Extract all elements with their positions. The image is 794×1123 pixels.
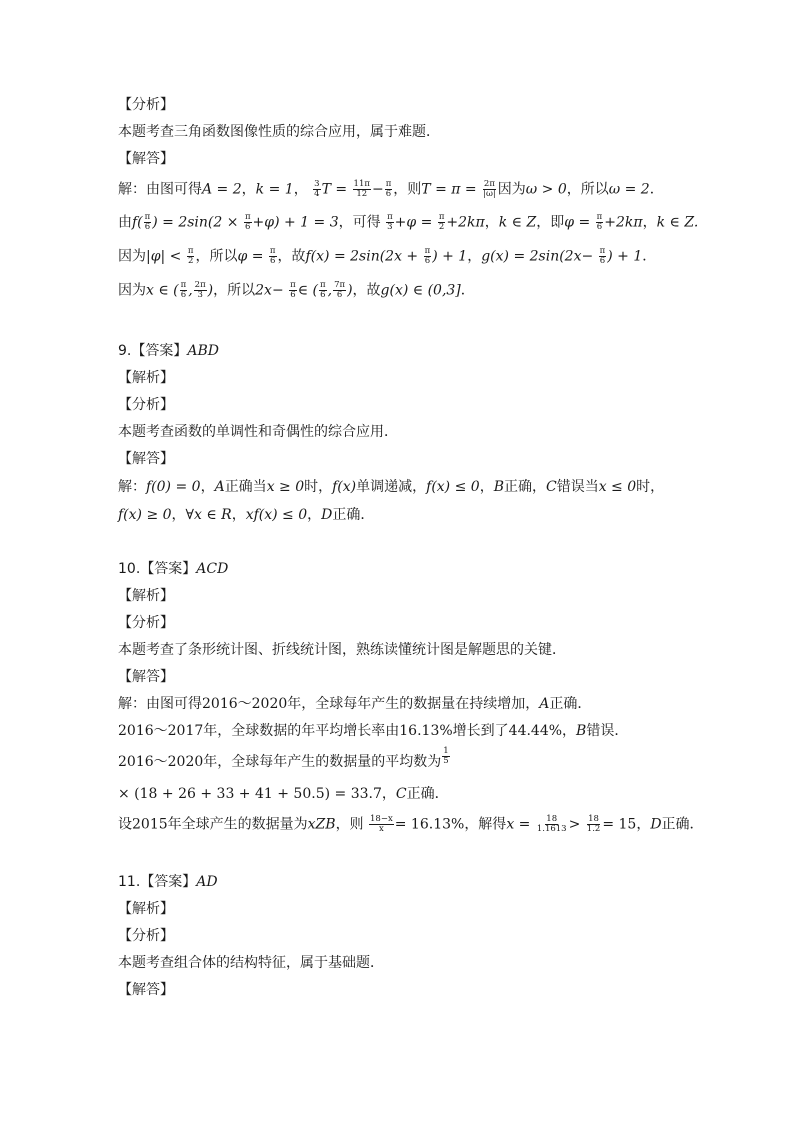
fraction: $\frac{\pi}{6}$ bbox=[385, 179, 392, 199]
analysis-text: 本题考查函数的单调性和奇偶性的综合应用． bbox=[118, 424, 398, 440]
solution-heading: 【解答】 bbox=[118, 451, 174, 467]
fraction: $\frac{2\pi}{3}$ bbox=[194, 280, 206, 300]
fraction: $\frac{\pi}{6}$ bbox=[269, 246, 276, 266]
fraction: $\frac{\pi}{3}$ bbox=[387, 212, 393, 232]
solution-line: f(x) ≥ 0，∀x ∈ R，xf(x) ≤ 0，D正确． bbox=[118, 507, 375, 523]
fraction: $\frac{\pi}{6}$ bbox=[290, 280, 296, 300]
analysis-text: 本题考查三角函数图像性质的综合应用，属于难题． bbox=[118, 124, 440, 140]
fraction: $\frac{7\pi}{6}$ bbox=[334, 280, 346, 300]
analysis-text: 本题考查组合体的结构特征，属于基础题． bbox=[118, 955, 384, 971]
fraction: $\frac{1}{5}$ bbox=[443, 746, 449, 766]
fraction: $\frac{18}{1.2}$ bbox=[586, 814, 601, 834]
analysis-text: 本题考查了条形统计图、折线统计图，熟练读懂统计图是解题思的关键． bbox=[118, 642, 566, 658]
fraction: $\frac{18}{1.1613}$ bbox=[536, 814, 567, 834]
explain-heading: 【解析】 bbox=[118, 588, 174, 604]
solution-line: 解：由图可得2016～2020年，全球每年产生的数据量在持续增加，A正确． bbox=[118, 696, 592, 712]
solution-heading: 【解答】 bbox=[118, 982, 174, 998]
solution-line: 2016～2017年，全球数据的年平均增长率由16.13%增长到了44.44%，B错误． bbox=[118, 723, 629, 739]
fraction: $\frac{\pi}{6}$ bbox=[424, 246, 431, 266]
solution-line: 由f( $\frac{\pi}{6}$ ) = 2sin(2 × $\frac{\pi}{6}$ +φ) + 1 = 3，可得 $\frac{\pi}{3}$ +φ = $\frac{\pi}{2}$ +2kπ，k ∈ Z，即φ = $\frac{\pi}{6}$ +2kπ，k ∈ Z. bbox=[118, 212, 699, 232]
analysis-heading: 【分析】 bbox=[118, 97, 174, 113]
solution-line: 因为x ∈ ( $\frac{\pi}{6}$ , $\frac{2\pi}{3}$ )，所以2x− $\frac{\pi}{6}$ ∈ ( $\frac{\pi}{6}$ , $\frac{7\pi}{6}$ )，故g(x) ∈ (0,3]． bbox=[118, 280, 475, 300]
fraction: $\frac{\pi}{2}$ bbox=[438, 212, 445, 232]
solution-line: 解：f(0) = 0，A正确当x ≥ 0时，f(x)单调递减，f(x) ≤ 0，B正确，C错误当x ≤ 0时， bbox=[118, 479, 665, 495]
fraction: $\frac{18-x}{x}$ bbox=[370, 814, 393, 834]
question-answer-line: 9.【答案】ABD bbox=[118, 343, 219, 359]
fraction: $\frac{\pi}{6}$ bbox=[599, 246, 606, 266]
solution-line: × (18 + 26 + 33 + 41 + 50.5) = 33.7，C正确． bbox=[118, 786, 449, 802]
fraction: $\frac{\pi}{6}$ bbox=[244, 212, 251, 232]
fraction: $\frac{11\pi}{12}$ bbox=[353, 179, 370, 199]
solution-heading: 【解答】 bbox=[118, 669, 174, 685]
fraction: $\frac{\pi}{6}$ bbox=[144, 212, 151, 232]
fraction: $\frac{\pi}{2}$ bbox=[187, 246, 194, 266]
solution-line: 解：由图可得A = 2，k = 1， $\frac{3}{4}$ T = $\frac{11\pi}{12}$ − $\frac{\pi}{6}$ ，则T = π = $\frac{2\pi}{|\omega|}$ 因为ω > 0，所以ω = 2． bbox=[118, 179, 664, 199]
explain-heading: 【解析】 bbox=[118, 370, 174, 386]
fraction: $\frac{\pi}{6}$ bbox=[320, 280, 326, 300]
solution-heading: 【解答】 bbox=[118, 151, 174, 167]
analysis-heading: 【分析】 bbox=[118, 397, 174, 413]
solution-line: 2016～2020年，全球每年产生的数据量的平均数为 $\frac{1}{5}$ bbox=[118, 746, 449, 770]
solution-line: 因为|φ| < $\frac{\pi}{2}$ ，所以φ = $\frac{\pi}{6}$ ，故f(x) = 2sin(2x + $\frac{\pi}{6}$ ) + 1，g(x) = 2sin(2x− $\frac{\pi}{6}$ ) + 1． bbox=[118, 246, 657, 266]
analysis-heading: 【分析】 bbox=[118, 615, 174, 631]
question-answer-line: 11.【答案】AD bbox=[118, 874, 218, 890]
fraction: $\frac{\pi}{6}$ bbox=[180, 280, 187, 300]
fraction: $\frac{3}{4}$ bbox=[314, 179, 320, 199]
analysis-heading: 【分析】 bbox=[118, 928, 174, 944]
explain-heading: 【解析】 bbox=[118, 901, 174, 917]
question-answer-line: 10.【答案】ACD bbox=[118, 561, 229, 577]
fraction: $\frac{2\pi}{|\omega|}$ bbox=[483, 179, 496, 199]
solution-line: 设2015年全球产生的数据量为xZB，则 $\frac{18-x}{x}$ = 16.13%，解得x = $\frac{18}{1.1613}$ > $\frac{18}{1.2}$ = 15，D正确． bbox=[118, 814, 704, 834]
fraction: $\frac{\pi}{6}$ bbox=[596, 212, 603, 232]
